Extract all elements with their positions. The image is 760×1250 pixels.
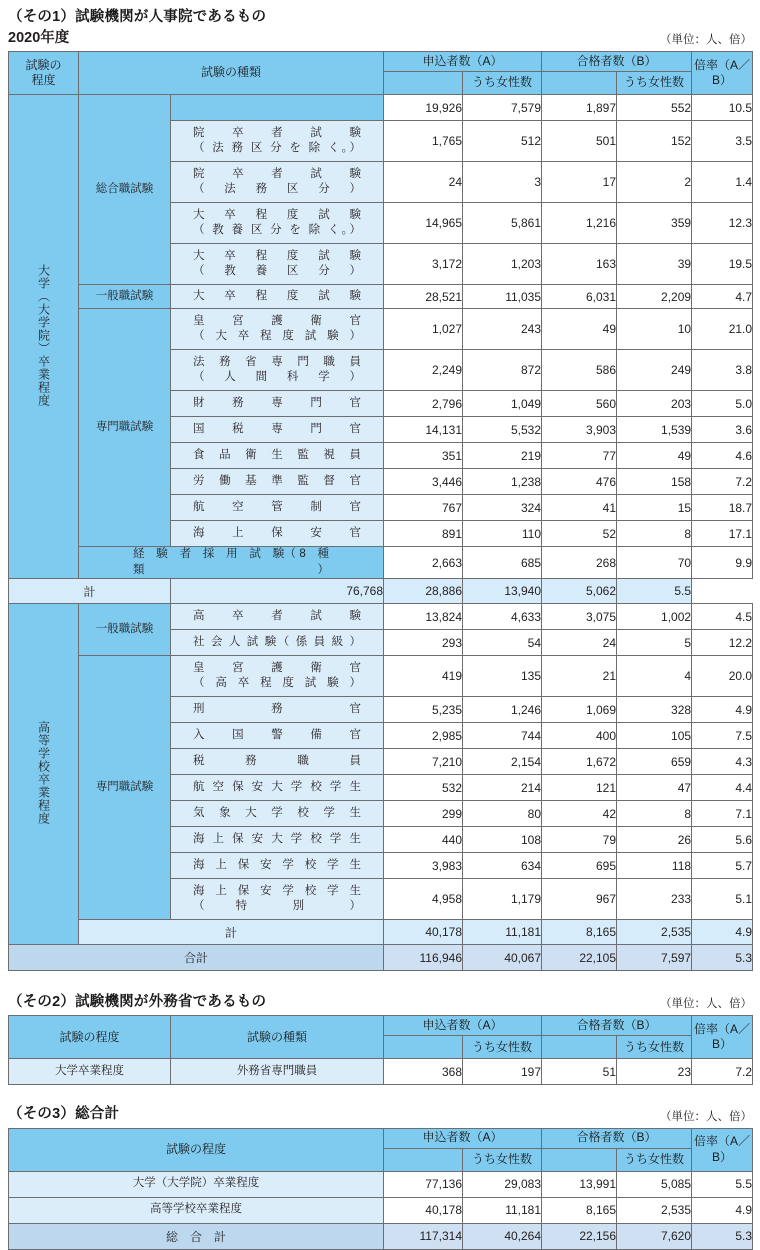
header-kind: 試験の種類 (171, 1016, 384, 1059)
exam-name: 航 空 保 安 大 学 校 学 生 (171, 775, 384, 801)
cell-applicants: 2,985 (384, 723, 463, 749)
header-passers-blank (542, 1036, 617, 1059)
cell-passers-female: 7,620 (617, 1223, 692, 1249)
section2-header-row-1 (9, 1016, 753, 1036)
cell-passers-female: 5,062 (542, 579, 617, 604)
cell-ratio: 12.3 (692, 203, 753, 244)
header-passers-female: うち女性数 (617, 1036, 692, 1059)
header-applicants-blank (384, 72, 463, 95)
cell-passers: 52 (542, 521, 617, 547)
cell-applicants-female: 512 (463, 121, 542, 162)
cell-passers-female: 552 (617, 95, 692, 121)
exam-category-senmon: 専門職試験 (79, 309, 171, 547)
row-degree: 高等学校卒業程度 (9, 1197, 384, 1223)
cell-ratio: 3.6 (692, 417, 753, 443)
subtotal-row (9, 920, 753, 945)
cell-ratio: 5.1 (692, 879, 753, 920)
cell-passers: 77 (542, 443, 617, 469)
cell-passers-female: 8 (617, 521, 692, 547)
exam-name: 海 上 保 安 官 (171, 521, 384, 547)
cell-applicants-female: 2,154 (463, 749, 542, 775)
cell-applicants-female: 197 (463, 1059, 542, 1085)
cell-passers: 22,105 (542, 945, 617, 971)
header-passers: 合格者数（B） (542, 1016, 692, 1036)
header-ratio: 倍率（A／B） (692, 1128, 753, 1171)
cell-passers: 268 (542, 547, 617, 579)
table-row (9, 604, 753, 630)
cell-applicants: 116,946 (384, 945, 463, 971)
cell-passers: 41 (542, 495, 617, 521)
cell-applicants-female: 108 (463, 827, 542, 853)
header-applicants: 申込者数（A） (384, 52, 542, 72)
cell-applicants: 2,663 (384, 547, 463, 579)
header-applicants-blank (384, 1036, 463, 1059)
cell-applicants-female: 872 (463, 350, 542, 391)
cell-ratio: 10.5 (692, 95, 753, 121)
header-degree: 試験の程度 (9, 1128, 384, 1171)
cell-passers: 8,165 (542, 1197, 617, 1223)
cell-passers: 3,903 (542, 417, 617, 443)
cell-passers: 42 (542, 801, 617, 827)
exam-category-sogo: 総合職試験 (79, 95, 171, 285)
cell-passers: 24 (542, 630, 617, 656)
cell-applicants: 1,027 (384, 309, 463, 350)
exam-name: 海 上 保 安 大 学 校 学 生 (171, 827, 384, 853)
cell-passers: 501 (542, 121, 617, 162)
cell-passers-female: 49 (617, 443, 692, 469)
header-applicants: 申込者数（A） (384, 1128, 542, 1148)
cell-applicants: 440 (384, 827, 463, 853)
cell-applicants-female: 5,532 (463, 417, 542, 443)
cell-applicants-female: 40,067 (463, 945, 542, 971)
cell-applicants: 532 (384, 775, 463, 801)
cell-passers: 1,069 (542, 697, 617, 723)
cell-ratio: 18.7 (692, 495, 753, 521)
cell-passers-female: 5 (617, 630, 692, 656)
cell-ratio: 20.0 (692, 656, 753, 697)
cell-passers-female: 15 (617, 495, 692, 521)
header-kind: 試験の種類 (79, 52, 384, 95)
section3-table (8, 1128, 753, 1250)
header-degree: 試験の程度 (9, 1016, 171, 1059)
cell-passers: 1,897 (542, 95, 617, 121)
cell-applicants-female: 54 (463, 630, 542, 656)
cell-ratio: 7.2 (692, 1059, 753, 1085)
cell-ratio: 9.9 (692, 547, 753, 579)
cell-passers-female: 4 (617, 656, 692, 697)
degree-label-highschool: 高等学校卒業程度 (9, 604, 79, 945)
row-degree: 大学（大学院）卒業程度 (9, 1171, 384, 1197)
section1-header-row-1 (9, 52, 753, 72)
cell-passers: 8,165 (542, 920, 617, 945)
cell-passers-female: 105 (617, 723, 692, 749)
cell-applicants: 3,446 (384, 469, 463, 495)
section1-heading (8, 0, 752, 26)
exam-category-senmon-hs: 専門職試験 (79, 656, 171, 920)
cell-applicants: 3,983 (384, 853, 463, 879)
cell-passers: 1,672 (542, 749, 617, 775)
cell-applicants-female: 634 (463, 853, 542, 879)
cell-ratio: 19.5 (692, 244, 753, 285)
cell-ratio: 7.5 (692, 723, 753, 749)
exam-name: 入 国 警 備 官 (171, 723, 384, 749)
cell-applicants-female: 324 (463, 495, 542, 521)
grand-total-label: 総 合 計 (9, 1223, 384, 1249)
cell-applicants: 2,249 (384, 350, 463, 391)
cell-applicants: 5,235 (384, 697, 463, 723)
cell-applicants-female: 5,861 (463, 203, 542, 244)
cell-applicants: 76,768 (171, 579, 384, 604)
cell-passers: 121 (542, 775, 617, 801)
cell-ratio: 12.2 (692, 630, 753, 656)
cell-applicants: 3,172 (384, 244, 463, 285)
cell-applicants-female: 219 (463, 443, 542, 469)
cell-ratio: 5.6 (692, 827, 753, 853)
cell-passers-female: 70 (617, 547, 692, 579)
cell-applicants-female: 3 (463, 162, 542, 203)
cell-applicants: 40,178 (384, 1197, 463, 1223)
cell-applicants-female: 7,579 (463, 95, 542, 121)
cell-passers-female: 7,597 (617, 945, 692, 971)
exam-name: 皇 宮 護 衛 官 （ 高 卒 程 度 試 験 ） (171, 656, 384, 697)
exam-name: 大 卒 程 度 試 験 （ 教 養 区 分 を 除 く。） (171, 203, 384, 244)
cell-passers: 163 (542, 244, 617, 285)
exam-name: 税 務 職 員 (171, 749, 384, 775)
cell-passers: 400 (542, 723, 617, 749)
subtotal-row (9, 579, 753, 604)
exam-name: 海 上 保 安 学 校 学 生 (171, 853, 384, 879)
exam-name: 労 働 基 準 監 督 官 (171, 469, 384, 495)
subtotal-label: 計 (79, 920, 384, 945)
cell-applicants: 368 (384, 1059, 463, 1085)
grand-total-label: 合計 (9, 945, 384, 971)
cell-ratio: 5.3 (692, 945, 753, 971)
cell-passers: 1,216 (542, 203, 617, 244)
cell-applicants: 28,521 (384, 285, 463, 309)
cell-passers-female: 2,535 (617, 1197, 692, 1223)
cell-passers: 3,075 (542, 604, 617, 630)
section1-title: （その1）試験機関が人事院であるもの (8, 9, 267, 25)
cell-applicants-female: 110 (463, 521, 542, 547)
exam-name: 大 卒 程 度 試 験 (171, 285, 384, 309)
exam-name: 院 卒 者 試 験 （ 法 務 区 分 を 除 く。） (171, 121, 384, 162)
cell-ratio: 4.9 (692, 697, 753, 723)
header-passers-female: うち女性数 (617, 1148, 692, 1171)
section1-table (8, 51, 753, 971)
header-passers-female: うち女性数 (617, 72, 692, 95)
cell-ratio: 3.8 (692, 350, 753, 391)
exam-name-keikensha: 経 験 者 採 用 試 験（ 8 種 類 ） (79, 547, 384, 579)
cell-applicants-female: 685 (463, 547, 542, 579)
cell-passers: 560 (542, 391, 617, 417)
cell-ratio: 21.0 (692, 309, 753, 350)
table-row (9, 547, 753, 579)
cell-passers-female: 23 (617, 1059, 692, 1085)
cell-applicants: 293 (384, 630, 463, 656)
cell-applicants-female: 1,246 (463, 697, 542, 723)
header-applicants-female: うち女性数 (463, 72, 542, 95)
cell-applicants: 24 (384, 162, 463, 203)
cell-applicants: 7,210 (384, 749, 463, 775)
cell-ratio: 4.7 (692, 285, 753, 309)
cell-applicants: 14,131 (384, 417, 463, 443)
cell-passers-female: 118 (617, 853, 692, 879)
cell-applicants-female: 28,886 (384, 579, 463, 604)
cell-passers-female: 47 (617, 775, 692, 801)
cell-passers-female: 2,535 (617, 920, 692, 945)
cell-passers-female: 203 (617, 391, 692, 417)
cell-applicants: 117,314 (384, 1223, 463, 1249)
cell-applicants: 351 (384, 443, 463, 469)
cell-ratio: 4.9 (692, 1197, 753, 1223)
cell-applicants: 2,796 (384, 391, 463, 417)
cell-ratio: 4.5 (692, 604, 753, 630)
header-passers: 合格者数（B） (542, 52, 692, 72)
cell-ratio: 7.1 (692, 801, 753, 827)
cell-passers-female: 249 (617, 350, 692, 391)
cell-passers: 51 (542, 1059, 617, 1085)
exam-category-ippan: 一般職試験 (79, 285, 171, 309)
exam-name: 高 卒 者 試 験 (171, 604, 384, 630)
exam-name: 食 品 衛 生 監 視 員 (171, 443, 384, 469)
cell-ratio: 5.5 (617, 579, 692, 604)
header-applicants-female: うち女性数 (463, 1036, 542, 1059)
cell-applicants-female: 1,179 (463, 879, 542, 920)
table-row (9, 285, 753, 309)
cell-passers: 21 (542, 656, 617, 697)
cell-applicants-female: 11,181 (463, 1197, 542, 1223)
cell-applicants: 14,965 (384, 203, 463, 244)
row-degree: 大学卒業程度 (9, 1059, 171, 1085)
cell-passers-female: 8 (617, 801, 692, 827)
cell-passers: 49 (542, 309, 617, 350)
degree-label-university: 大学（大学院）卒業程度 (9, 95, 79, 579)
grand-total-row (9, 945, 753, 971)
table-row (9, 1059, 753, 1085)
cell-ratio: 5.7 (692, 853, 753, 879)
exam-name: 海 上 保 安 学 校 学 生 （ 特 別 ） (171, 879, 384, 920)
cell-passers-female: 1,539 (617, 417, 692, 443)
cell-passers-female: 233 (617, 879, 692, 920)
cell-passers: 967 (542, 879, 617, 920)
exam-name: 気 象 大 学 校 学 生 (171, 801, 384, 827)
section3-title: （その3）総合計 (8, 1106, 120, 1123)
cell-passers-female: 39 (617, 244, 692, 285)
cell-applicants-female: 29,083 (463, 1171, 542, 1197)
cell-passers: 22,156 (542, 1223, 617, 1249)
cell-ratio: 7.2 (692, 469, 753, 495)
cell-applicants-female: 1,203 (463, 244, 542, 285)
cell-applicants-female: 40,264 (463, 1223, 542, 1249)
header-applicants: 申込者数（A） (384, 1016, 542, 1036)
exam-name: 皇 宮 護 衛 官 （ 大 卒 程 度 試 験 ） (171, 309, 384, 350)
section1-unit: （単位：人、倍） (660, 34, 752, 47)
cell-applicants: 40,178 (384, 920, 463, 945)
cell-ratio: 4.4 (692, 775, 753, 801)
cell-passers: 17 (542, 162, 617, 203)
header-degree: 試験の 程度 (9, 52, 79, 95)
cell-applicants: 299 (384, 801, 463, 827)
cell-applicants-female: 11,035 (463, 285, 542, 309)
exam-name: 財 務 専 門 官 (171, 391, 384, 417)
cell-applicants: 77,136 (384, 1171, 463, 1197)
exam-name-blank (171, 95, 384, 121)
exam-name: 航 空 管 制 官 (171, 495, 384, 521)
cell-passers: 79 (542, 827, 617, 853)
cell-passers-female: 2 (617, 162, 692, 203)
cell-applicants-female: 214 (463, 775, 542, 801)
exam-name: 院 卒 者 試 験 （ 法 務 区 分 ） (171, 162, 384, 203)
cell-applicants: 1,765 (384, 121, 463, 162)
cell-passers-female: 659 (617, 749, 692, 775)
cell-passers-female: 158 (617, 469, 692, 495)
header-passers: 合格者数（B） (542, 1128, 692, 1148)
cell-ratio: 5.3 (692, 1223, 753, 1249)
cell-applicants-female: 243 (463, 309, 542, 350)
cell-passers-female: 10 (617, 309, 692, 350)
section2-table (8, 1015, 753, 1085)
header-passers-blank (542, 72, 617, 95)
cell-applicants: 891 (384, 521, 463, 547)
cell-applicants-female: 4,633 (463, 604, 542, 630)
cell-ratio: 5.5 (692, 1171, 753, 1197)
exam-name: 国 税 専 門 官 (171, 417, 384, 443)
table-row (9, 1171, 753, 1197)
cell-passers-female: 26 (617, 827, 692, 853)
subtotal-label: 計 (9, 579, 171, 604)
cell-applicants-female: 1,238 (463, 469, 542, 495)
cell-applicants: 767 (384, 495, 463, 521)
cell-applicants-female: 11,181 (463, 920, 542, 945)
cell-ratio: 4.6 (692, 443, 753, 469)
cell-applicants-female: 1,049 (463, 391, 542, 417)
section1-subtitle: 2020年度 (8, 30, 70, 47)
cell-passers: 13,940 (463, 579, 542, 604)
cell-applicants: 19,926 (384, 95, 463, 121)
table-row (9, 656, 753, 697)
exam-name: 刑 務 官 (171, 697, 384, 723)
cell-passers-female: 1,002 (617, 604, 692, 630)
cell-passers: 6,031 (542, 285, 617, 309)
cell-ratio: 4.3 (692, 749, 753, 775)
exam-name: 社 会 人 試 験（ 係 員 級 ） (171, 630, 384, 656)
cell-applicants: 13,824 (384, 604, 463, 630)
header-passers-blank (542, 1148, 617, 1171)
table-row (9, 309, 753, 350)
cell-passers: 695 (542, 853, 617, 879)
cell-applicants: 419 (384, 656, 463, 697)
header-ratio: 倍率（A／B） (692, 1016, 753, 1059)
cell-applicants-female: 80 (463, 801, 542, 827)
cell-ratio: 3.5 (692, 121, 753, 162)
cell-passers-female: 359 (617, 203, 692, 244)
cell-ratio: 1.4 (692, 162, 753, 203)
section2-unit: （単位：人、倍） (660, 998, 752, 1011)
cell-passers: 476 (542, 469, 617, 495)
cell-passers-female: 328 (617, 697, 692, 723)
exam-name: 大 卒 程 度 試 験 （ 教 養 区 分 ） (171, 244, 384, 285)
row-kind: 外務省専門職員 (171, 1059, 384, 1085)
cell-passers-female: 5,085 (617, 1171, 692, 1197)
cell-applicants: 4,958 (384, 879, 463, 920)
header-ratio: 倍率（A／B） (692, 52, 753, 95)
section3-unit: （単位：人、倍） (660, 1110, 752, 1123)
table-row (9, 95, 753, 121)
grand-total-row (9, 1223, 753, 1249)
cell-ratio: 5.0 (692, 391, 753, 417)
header-applicants-blank (384, 1148, 463, 1171)
cell-ratio: 17.1 (692, 521, 753, 547)
cell-ratio: 4.9 (692, 920, 753, 945)
cell-applicants-female: 744 (463, 723, 542, 749)
section3-header-row-1 (9, 1128, 753, 1148)
exam-category-ippan-hs: 一般職試験 (79, 604, 171, 656)
exam-name: 法 務 省 専 門 職 員 （ 人 間 科 学 ） (171, 350, 384, 391)
cell-passers: 586 (542, 350, 617, 391)
table-row (9, 1197, 753, 1223)
header-applicants-female: うち女性数 (463, 1148, 542, 1171)
section2-title: （その2）試験機関が外務省であるもの (8, 994, 267, 1011)
cell-passers-female: 152 (617, 121, 692, 162)
cell-applicants-female: 135 (463, 656, 542, 697)
cell-passers-female: 2,209 (617, 285, 692, 309)
cell-passers: 13,991 (542, 1171, 617, 1197)
